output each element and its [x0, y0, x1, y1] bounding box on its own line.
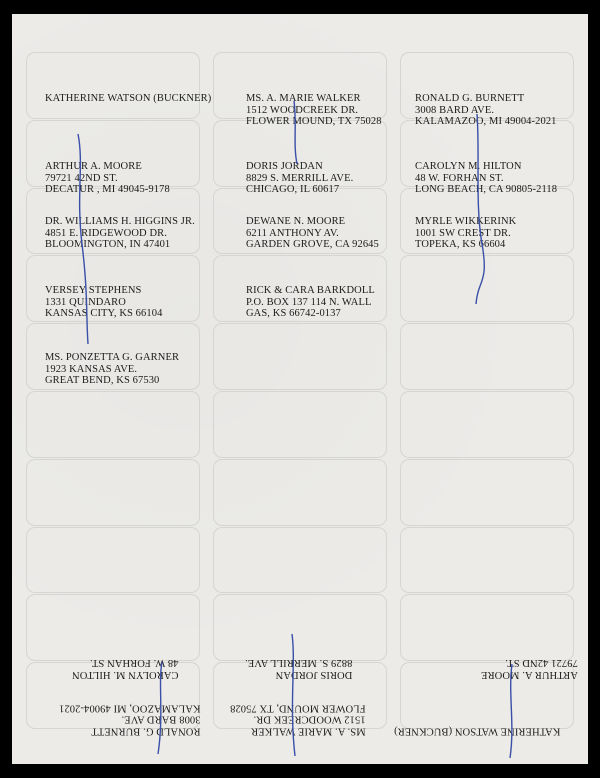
address-line: DORIS JORDAN — [246, 161, 323, 172]
address-line: ARTHUR A. MOORE — [45, 161, 142, 172]
pen-stroke — [292, 634, 295, 756]
address-line: 8829 S. MERRILL AVE. — [245, 657, 353, 669]
address-line: GARDEN GROVE, CA 92645 — [246, 239, 379, 250]
address-line: BLOOMINGTON, IN 47401 — [45, 239, 171, 250]
address-line: 1331 QUINDARO — [45, 296, 126, 308]
address-line: GAS, KS 66742-0137 — [246, 308, 341, 319]
address-line: 3008 BARD AVE. — [415, 104, 495, 116]
address-line: 8829 S. MERRILL AVE. — [246, 172, 354, 184]
address-line: MS. A. MARIE WALKER — [246, 93, 361, 104]
address-line: KALAMAZOO, MI 49004-2021 — [415, 116, 557, 127]
address-line: 4851 E. RIDGEWOOD DR. — [45, 227, 167, 239]
pen-stroke-marks — [12, 14, 588, 764]
address-line: TOPEKA, KS 66604 — [415, 239, 506, 250]
address-line: P.O. BOX 137 114 N. WALL — [246, 296, 372, 308]
label-sheet — [12, 14, 588, 764]
pen-stroke — [158, 662, 162, 754]
pen-stroke — [294, 101, 297, 164]
address-line: RONALD G. BURNETT — [415, 93, 525, 104]
pen-stroke — [510, 664, 512, 758]
address-line: 3008 BARD AVE. — [121, 714, 201, 725]
address-line: 6211 ANTHONY AV. — [246, 227, 339, 239]
address-line: MYRLE WIKKERINK — [415, 216, 517, 227]
address-line: 1512 WOODCREEK DR. — [253, 714, 366, 725]
address-line: DORIS JORDAN — [275, 669, 353, 680]
address-line: 79721 42ND ST. — [505, 657, 578, 669]
address-line: GREAT BEND, KS 67530 — [45, 375, 160, 386]
address-line: DEWANE N. MOORE — [246, 216, 346, 227]
address-line: DR. WILLIAMS H. HIGGINS JR. — [45, 216, 195, 227]
address-line: 48 W. FORHAN ST. — [89, 657, 179, 669]
address-line: VERSEY STEPHENS — [45, 285, 142, 296]
address-line: CHICAGO, IL 60617 — [246, 184, 340, 195]
address-line: ARTHUR A. MOORE — [481, 669, 578, 680]
address-line: 1923 KANSAS AVE. — [45, 363, 138, 375]
address-line: CAROLYN M. HILTON — [72, 669, 179, 680]
address-line: KATHERINE WATSON (BUCKNER) — [45, 93, 212, 104]
address-line: KATHERINE WATSON (BUCKNER) — [394, 725, 561, 737]
address-line: 48 W. FORHAN ST. — [415, 172, 504, 184]
address-line: FLOWER MOUND, TX 75028 — [246, 116, 382, 127]
address-line: DECATUR , MI 49045-9178 — [45, 184, 170, 195]
address-line: KANSAS CITY, KS 66104 — [45, 308, 163, 319]
address-line: 79721 42ND ST. — [45, 172, 118, 184]
address-line: CAROLYN M. HILTON — [415, 161, 522, 172]
address-line: KALAMAZOO, MI 49004-2021 — [59, 702, 201, 714]
address-line: MS. PONZETTA G. GARNER — [45, 352, 180, 363]
pen-stroke — [78, 134, 88, 344]
pen-stroke — [476, 114, 484, 304]
address-line: 1001 SW CREST DR. — [415, 227, 511, 239]
address-line: RICK & CARA BARKDOLL — [246, 285, 375, 296]
address-line: FLOWER MOUND, TX 75028 — [230, 702, 366, 714]
address-line: 1512 WOODCREEK DR. — [246, 104, 359, 116]
address-line: LONG BEACH, CA 90805-2118 — [415, 184, 558, 195]
address-line: MS. A. MARIE WALKER — [251, 725, 366, 737]
address-line: RONALD G. BURNETT — [91, 725, 201, 737]
